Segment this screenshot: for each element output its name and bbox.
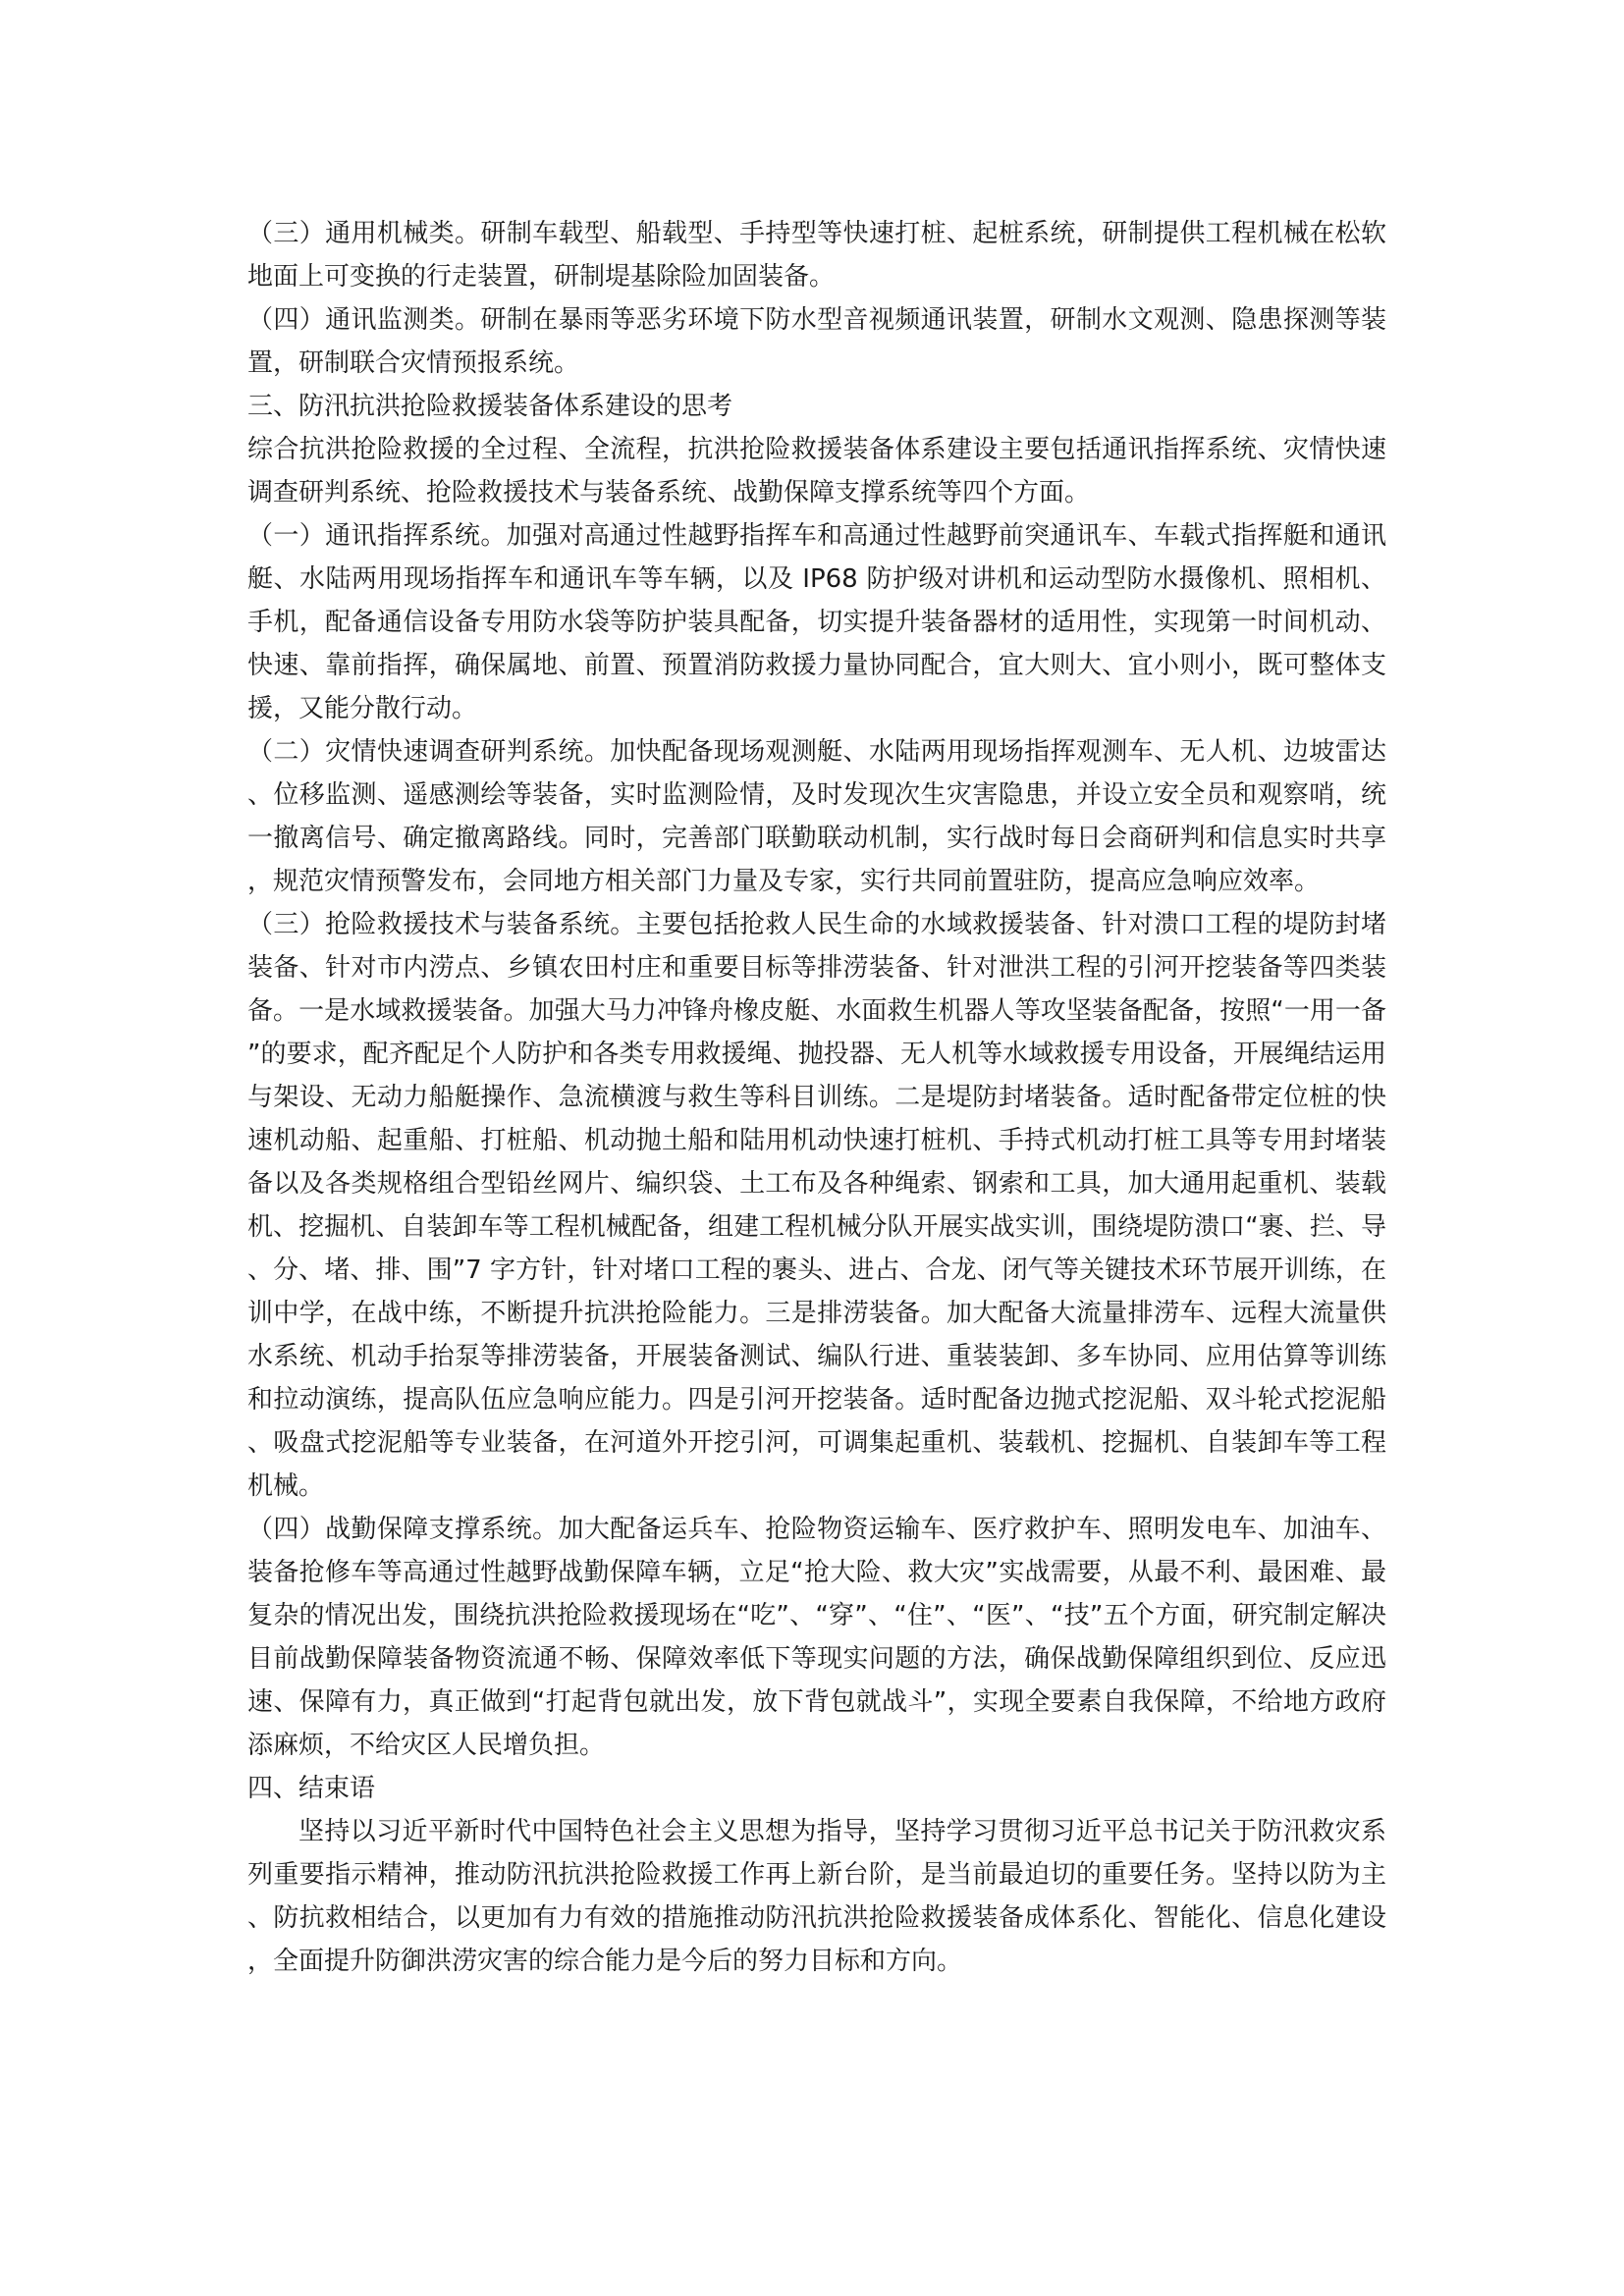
paragraph-communication-monitoring: （四）通讯监测类。研制在暴雨等恶劣环境下防水型音视频通讯装置，研制水文观测、隐患探测等装置，研制联合灾情预报系统。 [247, 305, 1386, 378]
paragraph-command-system: （一）通讯指挥系统。加强对高通过性越野指挥车和高通过性越野前突通讯车、车载式指挥艇和通讯艇、水陆两用现场指挥车和通讯车等车辆，以及 IP68 防护级对讲机和运动型防水摄像机、照相机、手机，配备通信设备专用防水袋等防护装具配备，切实提升装备器材的适用性，实现第一时间机动、快速、靠前指挥，确保属地、前置、预置消防救援力量协同配合，宜大则大、宜小则小，既可整体支援，又能分散行动。 [247, 521, 1386, 723]
paragraph-general-machinery: （三）通用机械类。研制车载型、船载型、手持型等快速打桩、起桩系统，研制提供工程机械在松软地面上可变换的行走装置，研制堤基除险加固装备。 [247, 219, 1386, 292]
paragraph-logistics-system: （四）战勤保障支撑系统。加大配备运兵车、抢险物资运输车、医疗救护车、照明发电车、加油车、装备抢修车等高通过性越野战勤保障车辆，立足“抢大险、救大灾”实战需要，从最不利、最困难、最复杂的情况出发，围绕抗洪抢险救援现场在“吃”、“穿”、“住”、“医”、“技”五个方面，研究制定解决目前战勤保障装备物资流通不畅、保障效率低下等现实问题的方法，确保战勤保障组织到位、反应迅速、保障有力，真正做到“打起背包就出发，放下背包就战斗”，实现全要素自我保障，不给地方政府添麻烦，不给灾区人民增负担。 [247, 1515, 1386, 1760]
paragraph-conclusion: 坚持以习近平新时代中国特色社会主义思想为指导，坚持学习贯彻习近平总书记关于防汛救灾系列重要指示精神，推动防汛抗洪抢险救援工作再上新台阶，是当前最迫切的重要任务。坚持以防为主、防抗救相结合，以更加有力有效的措施推动防汛抗洪抢险救援装备成体系化、智能化、信息化建设，全面提升防御洪涝灾害的综合能力是今后的努力目标和方向。 [247, 1817, 1386, 1976]
document-body [247, 212, 1386, 1983]
section-heading-4: 四、结束语 [247, 1774, 376, 1803]
paragraph-survey-system: （二）灾情快速调查研判系统。加快配备现场观测艇、水陆两用现场指挥观测车、无人机、边坡雷达、位移监测、遥感测绘等装备，实时监测险情，及时发现次生灾害隐患，并设立安全员和观察哨，统一撤离信号、确定撤离路线。同时，完善部门联勤联动机制，实行战时每日会商研判和信息实时共享，规范灾情预警发布，会同地方相关部门力量及专家，实行共同前置驻防，提高应急响应效率。 [247, 737, 1386, 896]
paragraph-system-overview: 综合抗洪抢险救援的全过程、全流程，抗洪抢险救援装备体系建设主要包括通讯指挥系统、灾情快速调查研判系统、抢险救援技术与装备系统、战勤保障支撑系统等四个方面。 [247, 435, 1386, 507]
paragraph-rescue-equipment-system: （三）抢险救援技术与装备系统。主要包括抢救人民生命的水域救援装备、针对溃口工程的堤防封堵装备、针对市内涝点、乡镇农田村庄和重要目标等排涝装备、针对泄洪工程的引河开挖装备等四类装备。一是水域救援装备。加强大马力冲锋舟橡皮艇、水面救生机器人等攻坚装备配备，按照“一用一备”的要求，配齐配足个人防护和各类专用救援绳、抛投器、无人机等水域救援专用设备，开展绳结运用与架设、无动力船艇操作、急流横渡与救生等科目训练。二是堤防封堵装备。适时配备带定位桩的快速机动船、起重船、打桩船、机动抛土船和陆用机动快速打桩机、手持式机动打桩工具等专用封堵装备以及各类规格组合型铅丝网片、编织袋、土工布及各种绳索、钢索和工具，加大通用起重机、装载机、挖掘机、自装卸车等工程机械配备，组建工程机械分队开展实战实训，围绕堤防溃口“裹、拦、导、分、堵、排、围”7 字方针，针对堵口工程的裹头、进占、合龙、闭气等关键技术环节展开训练，在训中学，在战中练，不断提升抗洪抢险能力。三是排涝装备。加大配备大流量排涝车、远程大流量供水系统、机动手抬泵等排涝装备，开展装备测试、编队行进、重装装卸、多车协同、应用估算等训练和拉动演练，提高队伍应急响应能力。四是引河开挖装备。适时配备边抛式挖泥船、双斗轮式挖泥船、吸盘式挖泥船等专业装备，在河道外开挖引河，可调集起重机、装载机、挖掘机、自装卸车等工程机械。 [247, 910, 1386, 1501]
section-heading-3: 三、防汛抗洪抢险救援装备体系建设的思考 [247, 392, 733, 421]
